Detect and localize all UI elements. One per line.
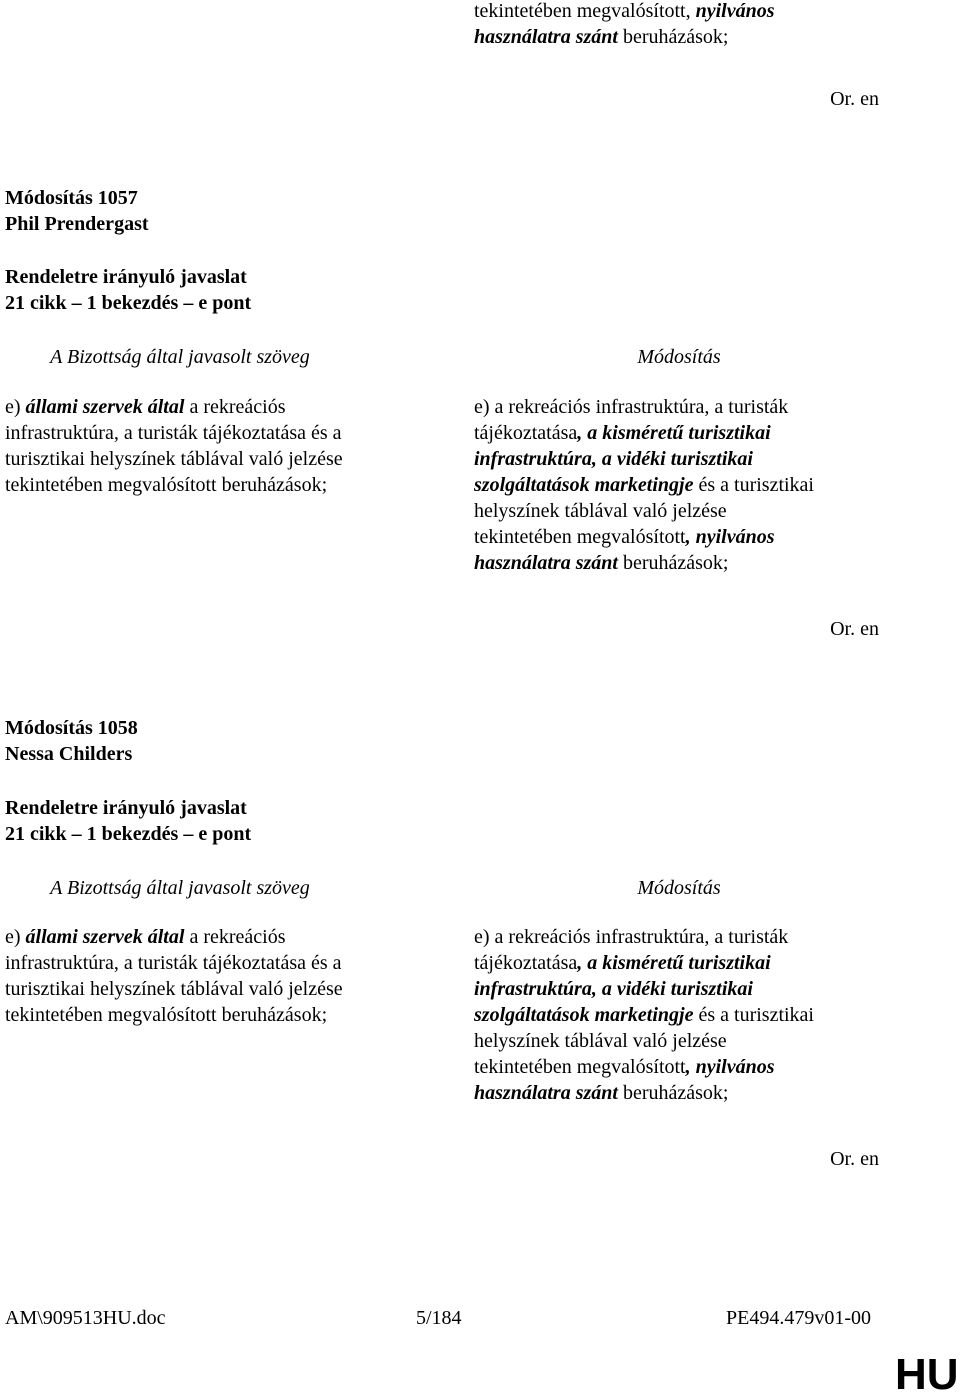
commission-text: e) állami szervek által a rekreációs infrastruktúra, a turisták tájékoztatása és a turisztikai helyszínek táblával való jelzése tekintetében megvalósított beruházások; bbox=[5, 926, 343, 1026]
amendment-title: Módosítás 1058 bbox=[5, 717, 138, 739]
proposal-label: Rendeletre irányuló javaslat bbox=[5, 797, 247, 819]
footer-document-reference: AM\909513HU.doc bbox=[5, 1307, 166, 1329]
amendment-title: Módosítás 1057 bbox=[5, 187, 138, 209]
amended-text: e) a rekreációs infrastruktúra, a turisták tájékoztatása, a kisméretű turisztikai infrastruktúra, a vidéki turisztikai szolgáltatások marketingje és a turisztikai helyszínek táblával való jelzése tekintetében megvalósított, nyilvános használatra szánt beruházások; bbox=[474, 926, 814, 1104]
proposal-label: Rendeletre irányuló javaslat bbox=[5, 266, 247, 288]
amendment-text-header: Módosítás bbox=[637, 346, 721, 368]
article-reference: 21 cikk – 1 bekezdés – e pont bbox=[5, 292, 252, 314]
amendment-author: Nessa Childers bbox=[5, 743, 133, 765]
previous-amendment-continuation bbox=[474, 0, 934, 50]
original-language-label: Or. en bbox=[830, 88, 879, 110]
continuation-line-1: tekintetében megvalósított, nyilvános bbox=[474, 0, 775, 22]
commission-text-header: A Bizottság által javasolt szöveg bbox=[50, 346, 310, 368]
footer-pe-reference: PE494.479v01-00 bbox=[726, 1307, 871, 1329]
amendment-1058-heading bbox=[5, 715, 445, 767]
footer-page-number: 5/184 bbox=[416, 1307, 462, 1329]
amendment-1057-reference bbox=[5, 264, 445, 316]
amended-text: e) a rekreációs infrastruktúra, a turisták tájékoztatása, a kisméretű turisztikai infrastruktúra, a vidéki turisztikai szolgáltatások marketingje és a turisztikai helyszínek táblával való jelzése tekintetében megvalósított, nyilvános használatra szánt beruházások; bbox=[474, 396, 814, 574]
original-language-label: Or. en bbox=[830, 1148, 879, 1170]
commission-text-header: A Bizottság által javasolt szöveg bbox=[50, 877, 310, 899]
amendment-1057-heading bbox=[5, 185, 445, 237]
amendment-text-header: Módosítás bbox=[637, 877, 721, 899]
amendment-author: Phil Prendergast bbox=[5, 213, 149, 235]
language-code-badge: HU bbox=[895, 1350, 959, 1399]
commission-text: e) állami szervek által a rekreációs infrastruktúra, a turisták tájékoztatása és a turisztikai helyszínek táblával való jelzése tekintetében megvalósított beruházások; bbox=[5, 396, 343, 496]
original-language-label: Or. en bbox=[830, 618, 879, 640]
amendment-1058-reference bbox=[5, 795, 445, 847]
continuation-line-2: használatra szánt beruházások; bbox=[474, 26, 729, 48]
article-reference: 21 cikk – 1 bekezdés – e pont bbox=[5, 823, 252, 845]
